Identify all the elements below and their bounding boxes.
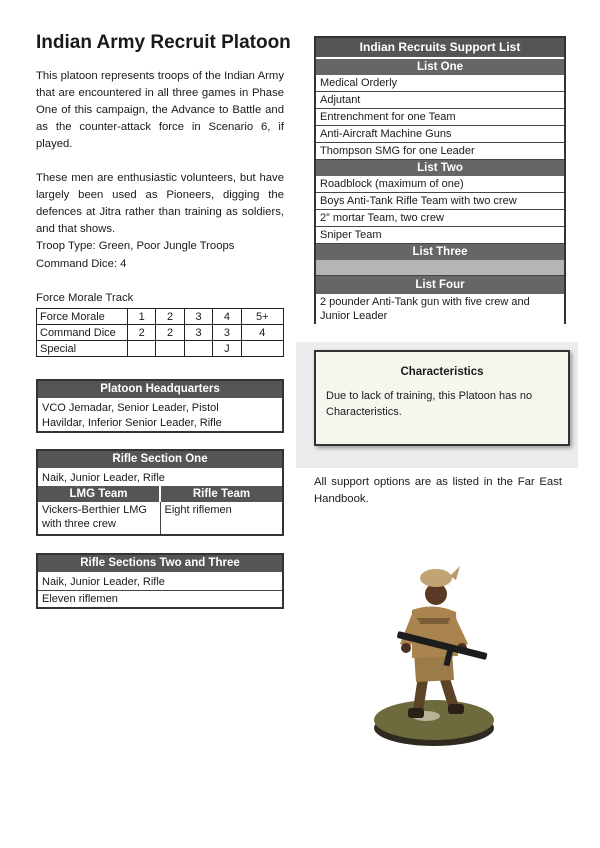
list-three-empty-row [316,260,564,276]
intro-paragraph-1: This platoon represents troops of the Indian Army that are encountered in all three games in Phase One of this campaign, the Advance to Battle and as the counter-attack force in Scenario 6, if played. [36,70,284,150]
team-headers [38,486,282,502]
cell: 3 [213,325,241,341]
rifle-two-three-line: Eleven riflemen [38,590,282,607]
cell [184,341,212,357]
list-one-header: List One [316,59,564,75]
command-dice: Command Dice: 4 [36,258,127,270]
rifle-section-one-box [36,449,284,536]
cell: J [213,341,241,357]
support-item: Thompson SMG for one Leader [316,143,564,160]
support-note: All support options are as listed in the Far East Handbook. [314,476,562,505]
support-item: 2 pounder Anti-Tank gun with five crew and Junior Leader [316,294,564,324]
rifle-two-three-line: Naik, Junior Leader, Rifle [38,572,282,590]
cell [128,341,156,357]
rifle-team-title: Rifle Team [161,486,282,502]
cell [241,341,283,357]
troop-type: Troop Type: Green, Poor Jungle Troops [36,240,235,252]
team-contents [38,502,282,534]
support-list [314,36,566,324]
lmg-team-text: Vickers-Berthier LMG with three crew [38,502,161,534]
row-label: Force Morale [37,309,128,325]
intro-paragraph-2: These men are enthusiastic volunteers, but have largely been used as Pioneers, digging the defences at Jitra rather than training as soldiers, and that shows. [36,172,284,235]
rifle-sections-two-three-box [36,553,284,609]
support-item: Boys Anti-Tank Rifle Team with two crew [316,193,564,210]
row-label: Command Dice [37,325,128,341]
force-morale-caption: Force Morale Track [36,292,134,304]
characteristics-text: Due to lack of training, this Platoon has no Characteristics. [326,390,533,418]
characteristics-title: Characteristics [400,366,484,378]
row-label: Special [37,341,128,357]
force-morale-row [37,309,284,325]
list-four-header: List Four [316,276,564,294]
cell: 2 [128,325,156,341]
rifle-two-three-title: Rifle Sections Two and Three [38,555,282,572]
support-item: 2” mortar Team, two crew [316,210,564,227]
characteristics-panel [296,342,578,468]
hq-line: Havildar, Inferior Senior Leader, Rifle [42,417,222,429]
platoon-hq-box [36,379,284,433]
rifle-one-leader: Naik, Junior Leader, Rifle [38,468,282,486]
support-item: Adjutant [316,92,564,109]
force-morale-table [36,308,284,357]
cell: 4 [241,325,283,341]
rifle-section-one-title: Rifle Section One [38,451,282,468]
list-three-header: List Three [316,244,564,260]
page-title: Indian Army Recruit Platoon [36,32,291,53]
support-list-title: Indian Recruits Support List [316,38,564,59]
command-dice-row [37,325,284,341]
cell: 5+ [241,309,283,325]
support-item: Medical Orderly [316,75,564,92]
support-item: Anti-Aircraft Machine Guns [316,126,564,143]
rifle-team-text: Eight riflemen [164,504,232,516]
cell [156,341,184,357]
intro-text [36,68,284,238]
support-item: Roadblock (maximum of one) [316,176,564,193]
support-item: Sniper Team [316,227,564,244]
hq-line: VCO Jemadar, Senior Leader, Pistol [38,398,282,416]
characteristics-box [314,350,570,446]
soldier-miniature-image [356,548,520,770]
platoon-hq-title: Platoon Headquarters [38,381,282,398]
cell: 4 [213,309,241,325]
special-row [37,341,284,357]
cell: 2 [156,309,184,325]
cell: 2 [156,325,184,341]
lmg-team-title: LMG Team [38,486,161,502]
cell: 1 [128,309,156,325]
list-two-header: List Two [316,160,564,176]
cell: 3 [184,309,212,325]
support-item: Entrenchment for one Team [316,109,564,126]
cell: 3 [184,325,212,341]
